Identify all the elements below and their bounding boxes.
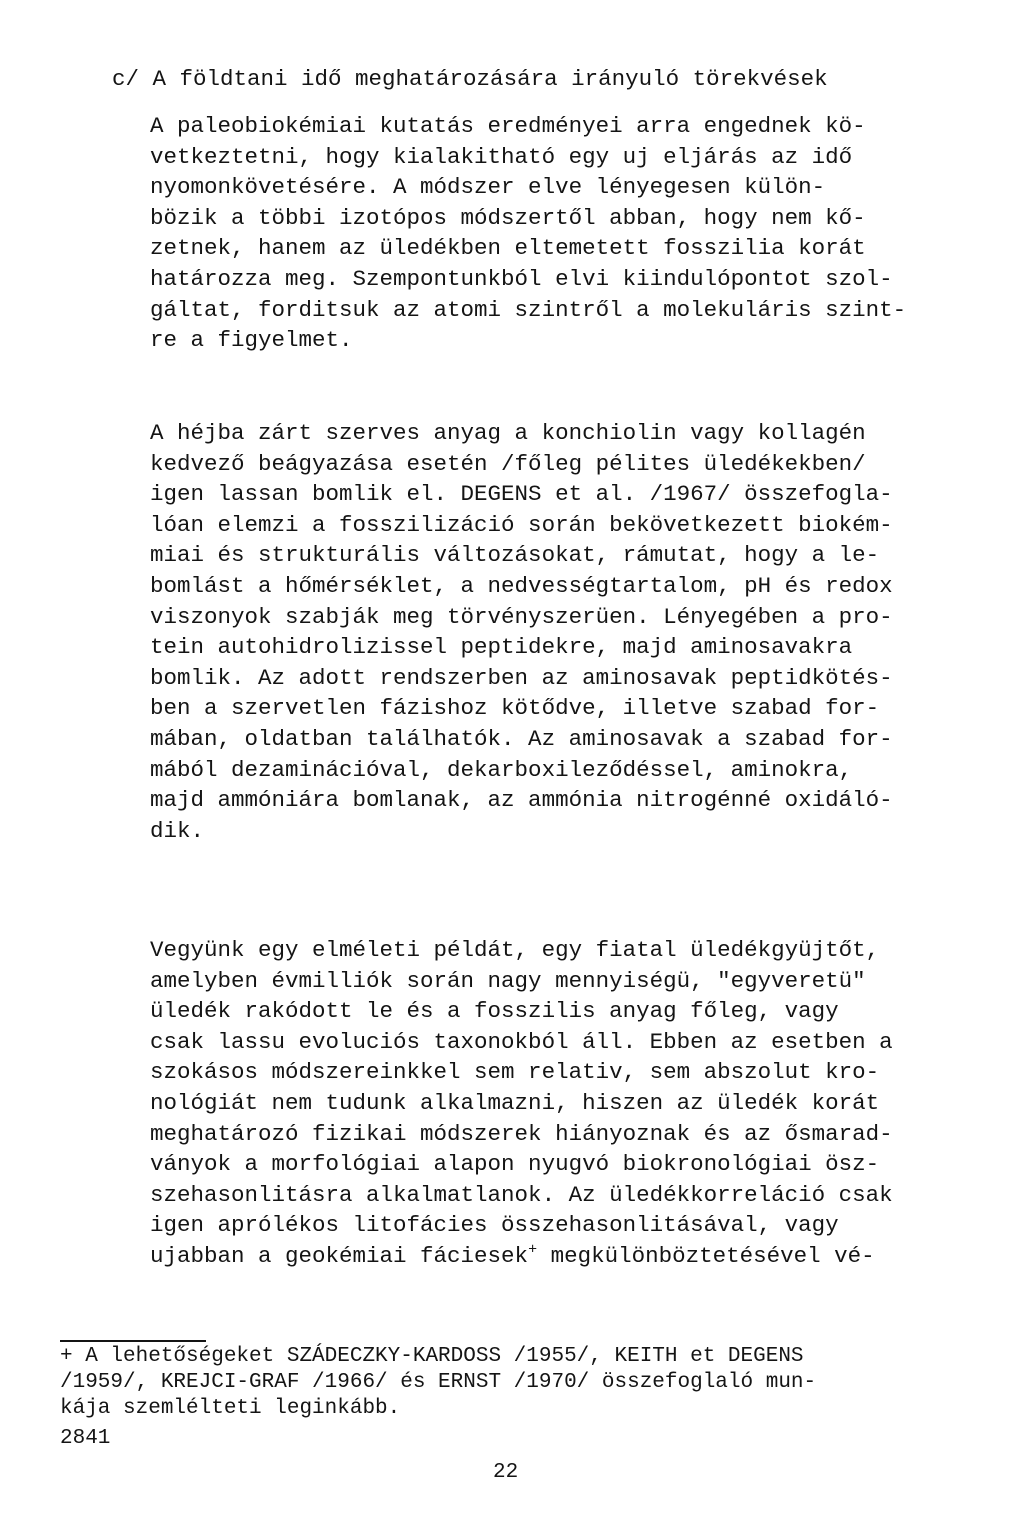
text-line: bözik a többi izotópos módszertől abban, hogy nem kő-	[150, 204, 866, 231]
text-line: mában, oldatban találhatók. Az aminosavak a szabad for-	[150, 725, 893, 752]
text-line: üledék rakódott le és a fosszilis anyag főleg, vagy	[150, 998, 839, 1025]
text-line: ványok a morfológiai alapon nyugvó biokronológiai ösz-	[150, 1151, 880, 1178]
text-line: vetkeztetni, hogy kialakitható egy uj eljárás az idő	[150, 143, 853, 170]
text-line: igen lassan bomlik el. DEGENS et al. /1967/ összefogla-	[150, 481, 893, 508]
paragraph-2	[150, 418, 893, 846]
text-line: lóan elemzi a fosszilizáció során bekövetkezett biokém-	[150, 511, 893, 538]
text-line: miai és strukturális változásokat, rámutat, hogy a le-	[150, 542, 880, 569]
text-line: bomlást a hőmérséklet, a nedvességtartalom, pH és redox	[150, 572, 893, 599]
text-line: gáltat, forditsuk az atomi szintről a molekuláris szint-	[150, 296, 907, 323]
text-line: A paleobiokémiai kutatás eredményei arra engednek kö-	[150, 113, 866, 139]
paragraph-1	[150, 111, 906, 356]
paragraph-3	[150, 935, 893, 1272]
text-line: nyomonkövetésére. A módszer elve lényegesen külön-	[150, 174, 826, 201]
text-line: dik.	[150, 817, 205, 844]
line-text-after-mark: megkülönböztetésével vé-	[537, 1242, 875, 1269]
text-line: kedvező beágyazása esetén /főleg pélites üledékekben/	[150, 450, 866, 477]
text-line: igen aprólékos litofácies összehasonlitásával, vagy	[150, 1212, 839, 1239]
text-line: szehasonlitásra alkalmatlanok. Az üledékkorreláció csak	[150, 1181, 893, 1208]
footnote-separator	[60, 1340, 206, 1342]
text-line: meghatározó fizikai módszerek hiányoznak és az ősmarad-	[150, 1120, 893, 1147]
text-line: amelyben évmilliók során nagy mennyiségü, "egyveretü"	[150, 967, 866, 994]
text-line: viszonyok szabják meg törvényszerüen. Lényegében a pro-	[150, 603, 893, 630]
footnote-line: /1959/, KREJCI-GRAF /1966/ és ERNST /1970/ összefoglaló mun-	[60, 1371, 817, 1394]
text-line: zetnek, hanem az üledékben eltemetett fosszilia korát	[150, 235, 866, 262]
text-line: tein autohidrolizissel peptidekre, majd aminosavakra	[150, 634, 853, 661]
document-code: 2841	[60, 1427, 111, 1450]
footnote-mark[interactable]: +	[528, 1241, 538, 1259]
footnote	[60, 1344, 816, 1422]
footnote-line: + A lehetőségeket SZÁDECZKY-KARDOSS /1955/, KEITH et DEGENS	[60, 1345, 804, 1368]
page-number: 22	[493, 1461, 519, 1484]
text-line: csak lassu evoluciós taxonokból áll. Ebben az esetben a	[150, 1028, 893, 1055]
text-line: re a figyelmet.	[150, 327, 353, 354]
text-line: ben a szervetlen fázishoz kötődve, illetve szabad for-	[150, 695, 880, 722]
text-line-with-footnote-mark	[150, 1241, 893, 1272]
text-line: nológiát nem tudunk alkalmazni, hiszen az üledék korát	[150, 1089, 880, 1116]
footnote-line: kája szemlélteti leginkább.	[60, 1397, 401, 1420]
text-line: szokásos módszereinkkel sem relativ, sem abszolut kro-	[150, 1059, 880, 1086]
text-line: A héjba zárt szerves anyag a konchiolin vagy kollagén	[150, 420, 866, 446]
text-line: határozza meg. Szempontunkból elvi kiindulópontot szol-	[150, 265, 893, 292]
text-line: mából dezaminációval, dekarboxileződéssel, aminokra,	[150, 756, 853, 783]
text-line: bomlik. Az adott rendszerben az aminosavak peptidkötés-	[150, 664, 893, 691]
text-line: Vegyünk egy elméleti példát, egy fiatal üledékgyüjtőt,	[150, 937, 880, 963]
line-text-before-mark: ujabban a geokémiai fáciesek	[150, 1242, 529, 1269]
text-line: majd ammóniára bomlanak, az ammónia nitrogénné oxidáló-	[150, 787, 893, 814]
section-heading: c/ A földtani idő meghatározására irányuló törekvések	[112, 66, 828, 92]
